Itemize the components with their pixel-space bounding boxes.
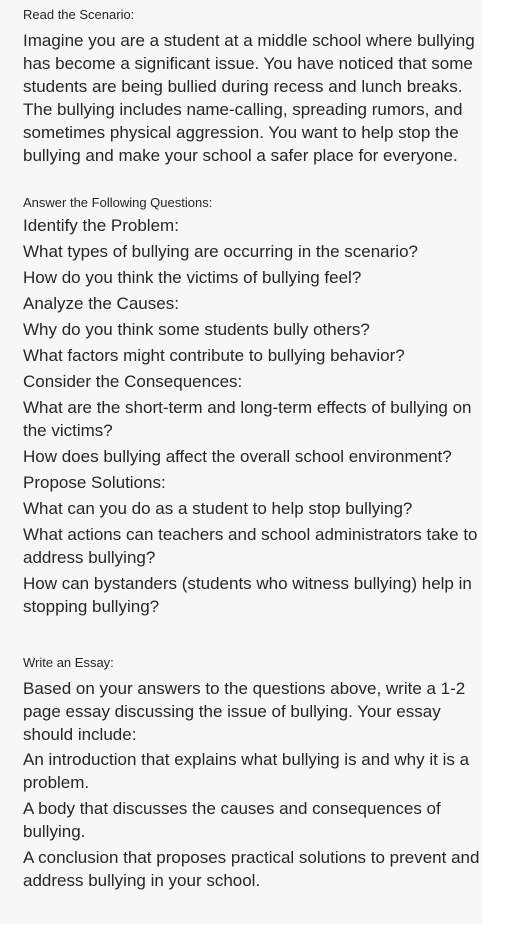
question-item: What can you do as a student to help stop bullying?: [23, 499, 413, 518]
question-item: What types of bullying are occurring in the scenario?: [23, 242, 418, 261]
scenario-text: Imagine you are a student at a middle school where bullying has become a significant issue. You have noticed that some students are being bullied during recess and lunch breaks. The bullying includes name-calling, spreading rumors, and sometimes physical aggression. You want to help stop the bullying and make your school a safer place for everyone.: [23, 31, 475, 165]
essay-requirement: A body that discusses the causes and consequences of bullying.: [23, 799, 441, 841]
question-item: What are the short-term and long-term effects of bullying on the victims?: [23, 398, 472, 440]
assignment-content: [23, 0, 482, 892]
essay-requirement: A conclusion that proposes practical solutions to prevent and address bullying in your school.: [23, 848, 480, 890]
essay-requirement: An introduction that explains what bullying is and why it is a problem.: [23, 750, 470, 792]
question-item: How do you think the victims of bullying feel?: [23, 268, 362, 287]
questions-label: Answer the Following Questions:: [23, 195, 213, 210]
question-heading: Propose Solutions:: [23, 473, 166, 492]
question-item: Why do you think some students bully others?: [23, 320, 370, 339]
scenario-label: Read the Scenario:: [23, 7, 135, 22]
question-group-consequences: [23, 370, 482, 468]
question-group-analyze: [23, 292, 482, 367]
essay-intro: Based on your answers to the questions above, write a 1-2 page essay discussing the issue of bullying. Your essay should include:: [23, 679, 466, 744]
question-item: How can bystanders (students who witness bullying) help in stopping bullying?: [23, 574, 472, 616]
question-heading: Consider the Consequences:: [23, 372, 243, 391]
essay-label: Write an Essay:: [23, 655, 114, 670]
question-item: What actions can teachers and school administrators take to address bullying?: [23, 525, 478, 567]
question-group-solutions: [23, 471, 482, 618]
question-item: What factors might contribute to bullying behavior?: [23, 346, 405, 365]
question-heading: Identify the Problem:: [23, 216, 179, 235]
question-heading: Analyze the Causes:: [23, 294, 179, 313]
question-item: How does bullying affect the overall school environment?: [23, 447, 452, 466]
question-group-identify: [23, 214, 482, 289]
